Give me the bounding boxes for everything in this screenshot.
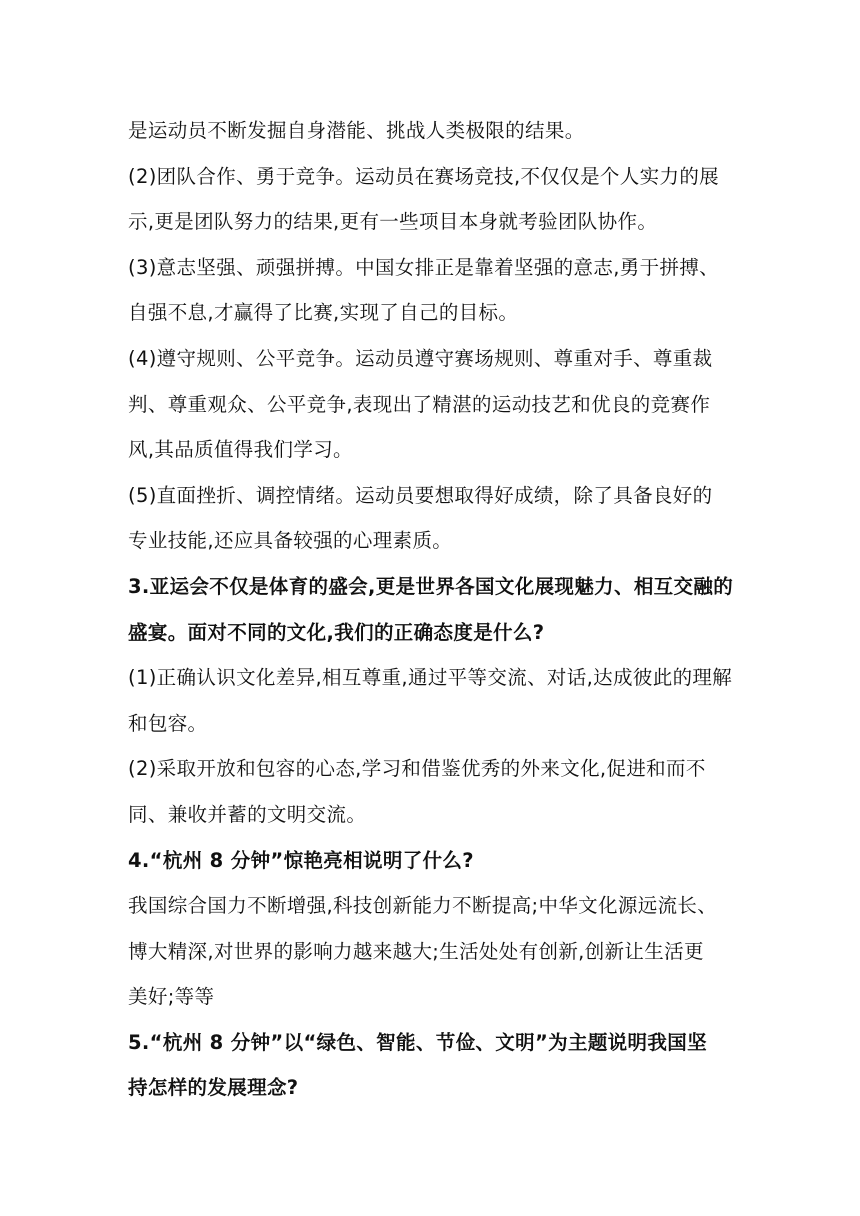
- text-line: (4)遵守规则、公平竞争。运动员遵守赛场规则、尊重对手、尊重裁: [128, 346, 713, 370]
- text-line: 风,其品质值得我们学习。: [128, 438, 353, 462]
- question-line: 盛宴。面对不同的文化,我们的正确态度是什么?: [128, 620, 545, 644]
- text-line: 博大精深,对世界的影响力越来越大;生活处处有创新,创新让生活更: [128, 939, 704, 963]
- text-line: (1)正确认识文化差异,相互尊重,通过平等交流、对话,达成彼此的理解: [128, 666, 733, 690]
- question-line: 3.亚运会不仅是体育的盛会,更是世界各国文化展现魅力、相互交融的: [128, 574, 734, 598]
- text-line: 和包容。: [128, 711, 208, 735]
- question-line: 5.“杭州 8 分钟”以“绿色、智能、节俭、文明”为主题说明我国坚: [128, 1030, 707, 1054]
- question-line: 持怎样的发展理念?: [128, 1076, 299, 1100]
- document-body: [128, 108, 736, 1111]
- text-line: 是运动员不断发掘自身潜能、挑战人类极限的结果。: [128, 119, 585, 142]
- text-line: (5)直面挫折、调控情绪。运动员要想取得好成绩，除了具备良好的: [128, 483, 713, 507]
- text-line: (2)采取开放和包容的心态,学习和借鉴优秀的外来文化,促进和而不: [128, 757, 706, 781]
- text-line: 专业技能,还应具备较强的心理素质。: [128, 529, 453, 553]
- question-line: 4.“杭州 8 分钟”惊艳亮相说明了什么?: [128, 848, 474, 872]
- text-line: 判、尊重观众、公平竞争,表现出了精湛的运动技艺和优良的竞赛作: [128, 392, 711, 416]
- text-line: (2)团队合作、勇于竞争。运动员在赛场竞技,不仅仅是个人实力的展: [128, 164, 720, 188]
- text-line: 同、兼收并蓄的文明交流。: [128, 802, 367, 826]
- text-line: (3)意志坚强、顽强拼搏。中国女排正是靠着坚强的意志,勇于拼搏、: [128, 255, 720, 279]
- text-line: 美好;等等: [128, 985, 215, 1009]
- text-line: 示,更是团队努力的结果,更有一些项目本身就考验团队协作。: [128, 210, 658, 234]
- text-line: 自强不息,才赢得了比赛,实现了自己的目标。: [128, 301, 519, 325]
- text-line: 我国综合国力不断增强,科技创新能力不断提高;中华文化源远流长、: [128, 894, 718, 918]
